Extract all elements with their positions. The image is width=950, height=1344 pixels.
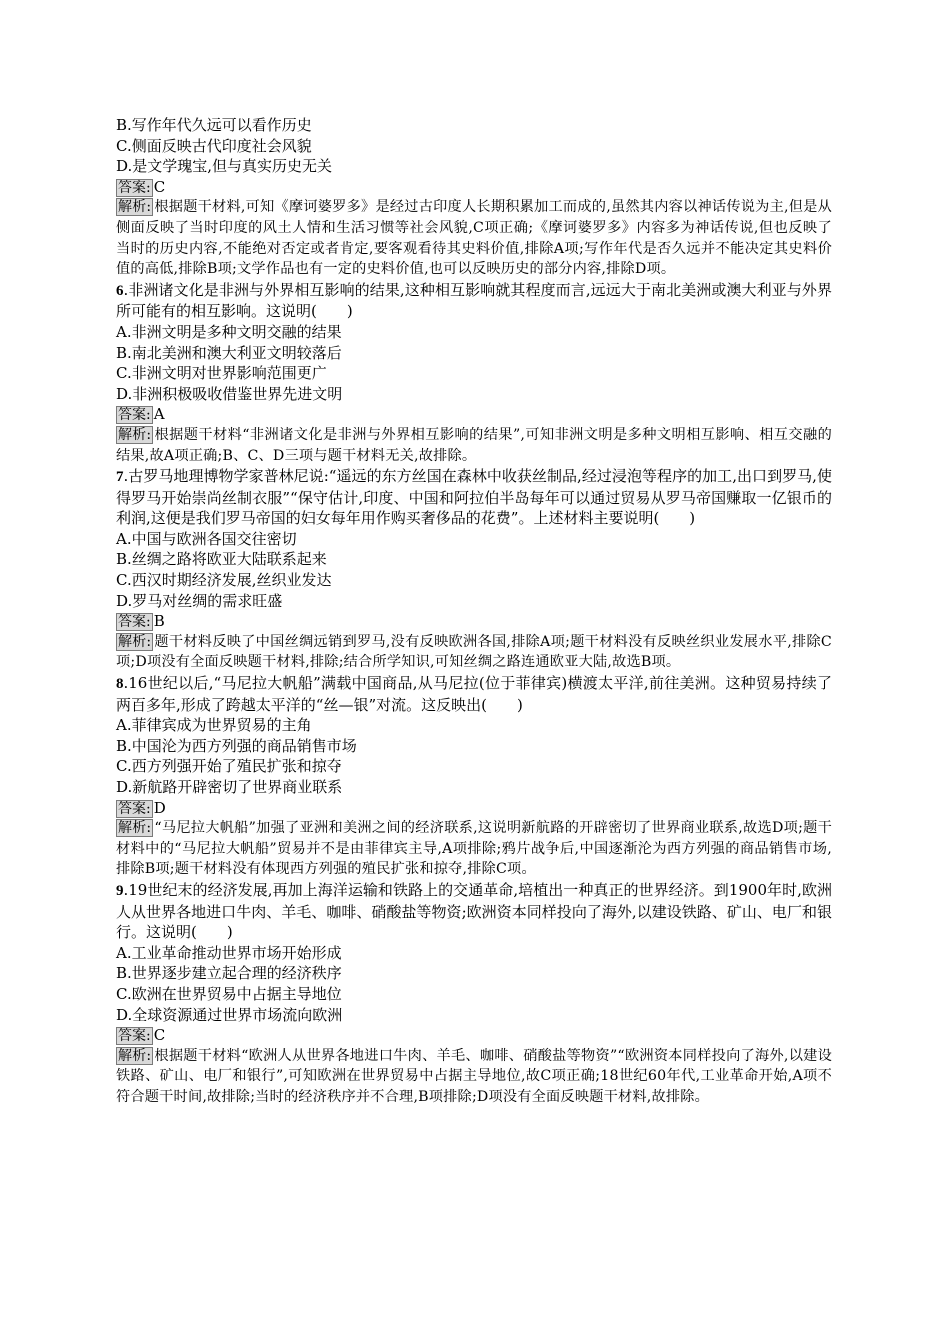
option-d: D.新航路开辟密切了世界商业联系 (116, 778, 343, 796)
analysis-text: 题干材料反映了中国丝绸远销到罗马,没有反映欧洲各国,排除A项;题干材料没有反映丝织业发展水平,排除C项;D项没有全面反映题干材料,排除;结合所学知识,可知丝绸之路连通欧亚大陆,故选B项。 (116, 633, 832, 671)
answer-value: B (153, 612, 165, 631)
analysis-text: 根据题干材料,可知《摩诃婆罗多》是经过古印度人长期积累加工而成的,虽然其内容以神话传说为主,但是从侧面反映了当时印度的风土人情和生活习惯等社会风貌,C项正确;《摩诃婆罗多》内容多为神话传说,但也反映了当时的历史内容,不能绝对否定或者肯定,要客观看待其史料价值,排除A项;写作年代是否久远并不能决定其史料价值的高低,排除B项;文学作品也有一定的史料价值,也可以反映历史的部分内容,排除D项。 (116, 199, 832, 278)
option-d: D.是文学瑰宝,但与真实历史无关 (116, 157, 333, 176)
question-stem (116, 880, 832, 943)
option-b: B.世界逐步建立起合理的经济秩序 (116, 964, 342, 983)
analysis-label: 解析: (118, 426, 152, 443)
option-d: D.非洲积极吸收借鉴世界先进文明 (116, 384, 343, 403)
answer-label: 答案: (118, 179, 151, 196)
answer-label: 答案: (118, 614, 151, 631)
answer-line (116, 1025, 832, 1046)
analysis-line (116, 425, 832, 466)
option-a: A.中国与欧洲各国交往密切 (116, 529, 297, 548)
option-a: A.菲律宾成为世界贸易的主角 (116, 716, 312, 735)
analysis-text: 根据题干材料“非洲诸文化是非洲与外界相互影响的结果”,可知非洲文明是多种文明相互影响、相互交融的结果,故A项正确;B、C、D三项与题干材料无关,故排除。 (116, 426, 832, 464)
analysis-label: 解析: (118, 199, 152, 216)
option-c: C.侧面反映古代印度社会风貌 (116, 136, 312, 155)
answer-value: C (153, 177, 166, 196)
option-d: D.全球资源通过世界市场流向欧洲 (116, 1005, 343, 1024)
question-text: .非洲诸文化是非洲与外界相互影响的结果,这种相互影响就其程度而言,远远大于南北美洲或澳大利亚与外界所可能有的相互影响。这说明( ) (116, 280, 832, 321)
answer-line (116, 611, 832, 632)
answer-line (116, 798, 832, 819)
question-number: 6 (116, 282, 124, 299)
analysis-line (116, 1046, 832, 1108)
question-stem (116, 673, 832, 715)
answer-value: A (153, 405, 165, 424)
analysis-label: 解析: (118, 820, 152, 837)
question-stem (116, 466, 832, 529)
analysis-line (116, 632, 832, 673)
analysis-label: 解析: (118, 633, 152, 650)
option-c: C.非洲文明对世界影响范围更广 (116, 364, 327, 383)
document-page (116, 115, 832, 1108)
question-number: 8 (116, 676, 124, 693)
option-c: C.西汉时期经济发展,丝织业发达 (116, 571, 332, 590)
answer-label: 答案: (118, 800, 151, 817)
question-stem (116, 280, 832, 322)
question-number: 7 (116, 469, 124, 486)
question-9 (116, 880, 832, 1108)
answer-label: 答案: (118, 1028, 151, 1045)
answer-line (116, 177, 832, 198)
question-number: 9 (116, 882, 124, 899)
option-a: A.工业革命推动世界市场开始形成 (116, 943, 342, 962)
analysis-text: “马尼拉大帆船”加强了亚洲和美洲之间的经济联系,这说明新航路的开辟密切了世界商业联系,故选D项;题干材料中的“马尼拉大帆船”贸易并不是由菲律宾主导,A项排除;鸦片战争后,中国逐渐沦为西方列强的商品销售市场,排除B项;题干材料没有体现西方列强的殖民扩张和掠夺,排除C项。 (116, 820, 832, 878)
option-c: C.欧洲在世界贸易中占据主导地位 (116, 984, 342, 1003)
question-6 (116, 280, 832, 466)
answer-value: D (153, 798, 166, 817)
question-5 (116, 115, 832, 280)
option-c: C.西方列强开始了殖民扩张和掠夺 (116, 757, 342, 776)
analysis-label: 解析: (118, 1047, 152, 1064)
question-text: .古罗马地理博物学家普林尼说:“遥远的东方丝国在森林中收获丝制品,经过浸泡等程序的加工,出口到罗马,使得罗马开始崇尚丝制衣服”“保守估计,印度、中国和阿拉伯半岛每年可以通过贸易从罗马帝国赚取一亿银币的利润,这便是我们罗马帝国的妇女每年用作购买奢侈品的花费”。上述材料主要说明( ) (116, 467, 832, 528)
analysis-line (116, 197, 832, 279)
question-8 (116, 673, 832, 880)
answer-label: 答案: (118, 407, 151, 424)
question-text: .16世纪以后,“马尼拉大帆船”满载中国商品,从马尼拉(位于菲律宾)横渡太平洋,前往美洲。这种贸易持续了两百多年,形成了跨越太平洋的“丝—银”对流。这反映出( ) (116, 674, 832, 714)
option-b: B.丝绸之路将欧亚大陆联系起来 (116, 550, 327, 569)
option-b: B.中国沦为西方列强的商品销售市场 (116, 736, 357, 755)
analysis-line (116, 818, 832, 880)
option-d: D.罗马对丝绸的需求旺盛 (116, 591, 283, 610)
answer-value: C (153, 1026, 166, 1045)
question-text: .19世纪末的经济发展,再加上海洋运输和铁路上的交通革命,培植出一种真正的世界经济。到1900年时,欧洲人从世界各地进口牛肉、羊毛、咖啡、硝酸盐等物资;欧洲资本同样投向了海外,以建设铁路、矿山、电厂和银行。这说明( ) (116, 880, 832, 942)
answer-line (116, 404, 832, 425)
analysis-text: 根据题干材料“欧洲人从世界各地进口牛肉、羊毛、咖啡、硝酸盐等物资”“欧洲资本同样投向了海外,以建设铁路、矿山、电厂和银行”,可知欧洲在世界贸易中占据主导地位,故C项正确;18世纪60年代,工业革命开始,A项不符合题干时间,故排除;当时的经济秩序并不合理,B项排除;D项没有全面反映题干材料,故排除。 (116, 1047, 832, 1105)
option-b: B.南北美洲和澳大利亚文明较落后 (116, 343, 342, 362)
option-a: A.非洲文明是多种文明交融的结果 (116, 322, 342, 341)
option-b: B.写作年代久远可以看作历史 (116, 116, 312, 134)
question-7 (116, 466, 832, 673)
